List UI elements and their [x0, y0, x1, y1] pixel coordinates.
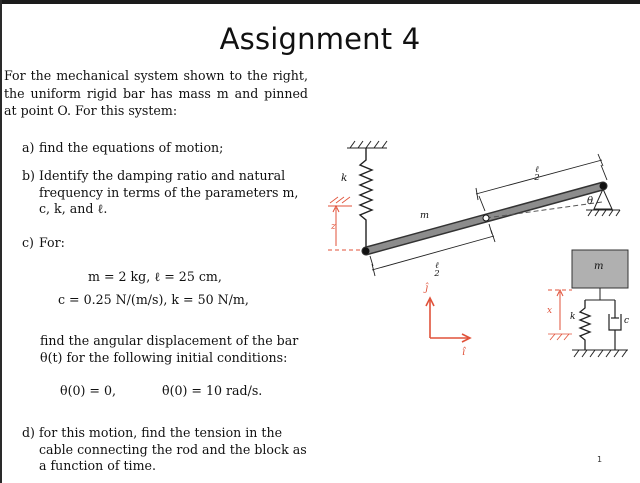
label-k-left: k [341, 172, 348, 184]
label-theta: θ [587, 196, 594, 207]
label-half-l-bottom [432, 262, 442, 278]
half-l-top-den: 2 [534, 173, 540, 183]
floor-hatch [572, 350, 628, 357]
ceiling-hatch [347, 141, 387, 148]
item-a-label: a) [22, 140, 35, 155]
label-c-right: c [624, 316, 630, 326]
half-l-top-num: ℓ [535, 165, 539, 175]
z-tick-hatch [330, 197, 350, 203]
item-b-text: Identify the damping ratio and natural frequency in terms of the parameters m, c, k, and ℓ. [39, 168, 299, 216]
x-tick-hatch [548, 334, 572, 340]
page-number: 1 [597, 455, 603, 464]
bar-end-left [363, 248, 370, 255]
label-x: x [547, 306, 553, 316]
label-i-hat: î [462, 347, 466, 358]
item-d-label: d) [22, 425, 35, 440]
right-spring [580, 300, 590, 350]
item-b-label: b) [22, 168, 35, 183]
bar-center [483, 215, 489, 221]
left-spring [360, 148, 372, 250]
item-c-label: c) [22, 235, 34, 250]
label-half-l-top [532, 166, 542, 182]
label-m-bar: m [420, 210, 430, 221]
page-title: Assignment 4 [219, 22, 421, 56]
params-line-2: c = 0.25 N/(m/s), k = 50 N/m, [58, 292, 249, 307]
unit-vectors [426, 298, 470, 342]
initial-thetadot: θ̇(0) = 10 rad/s. [162, 383, 263, 398]
item-a-text: find the equations of motion; [39, 140, 224, 155]
label-block-m: m [594, 261, 604, 272]
initial-theta: θ(0) = 0, [60, 383, 116, 398]
item-c-text: For: [39, 235, 65, 250]
find-text: find the angular displacement of the bar θ(t) for the following initial conditions: [40, 333, 299, 365]
right-damper [609, 300, 621, 350]
label-z: z [331, 222, 336, 232]
half-l-bottom-den: 2 [434, 269, 440, 279]
params-line-1: m = 2 kg, ℓ = 25 cm, [88, 269, 222, 284]
item-d-text: for this motion, find the tension in the cable connecting the rod and the block as a function of time. [39, 425, 307, 473]
half-l-bottom-num: ℓ [435, 261, 439, 271]
intro-paragraph: For the mechanical system shown to the right, the uniform rigid bar has mass m and pinned at point O. For this system: [4, 68, 308, 118]
label-k-right: k [570, 312, 576, 322]
label-j-hat: ĵ [425, 283, 429, 294]
